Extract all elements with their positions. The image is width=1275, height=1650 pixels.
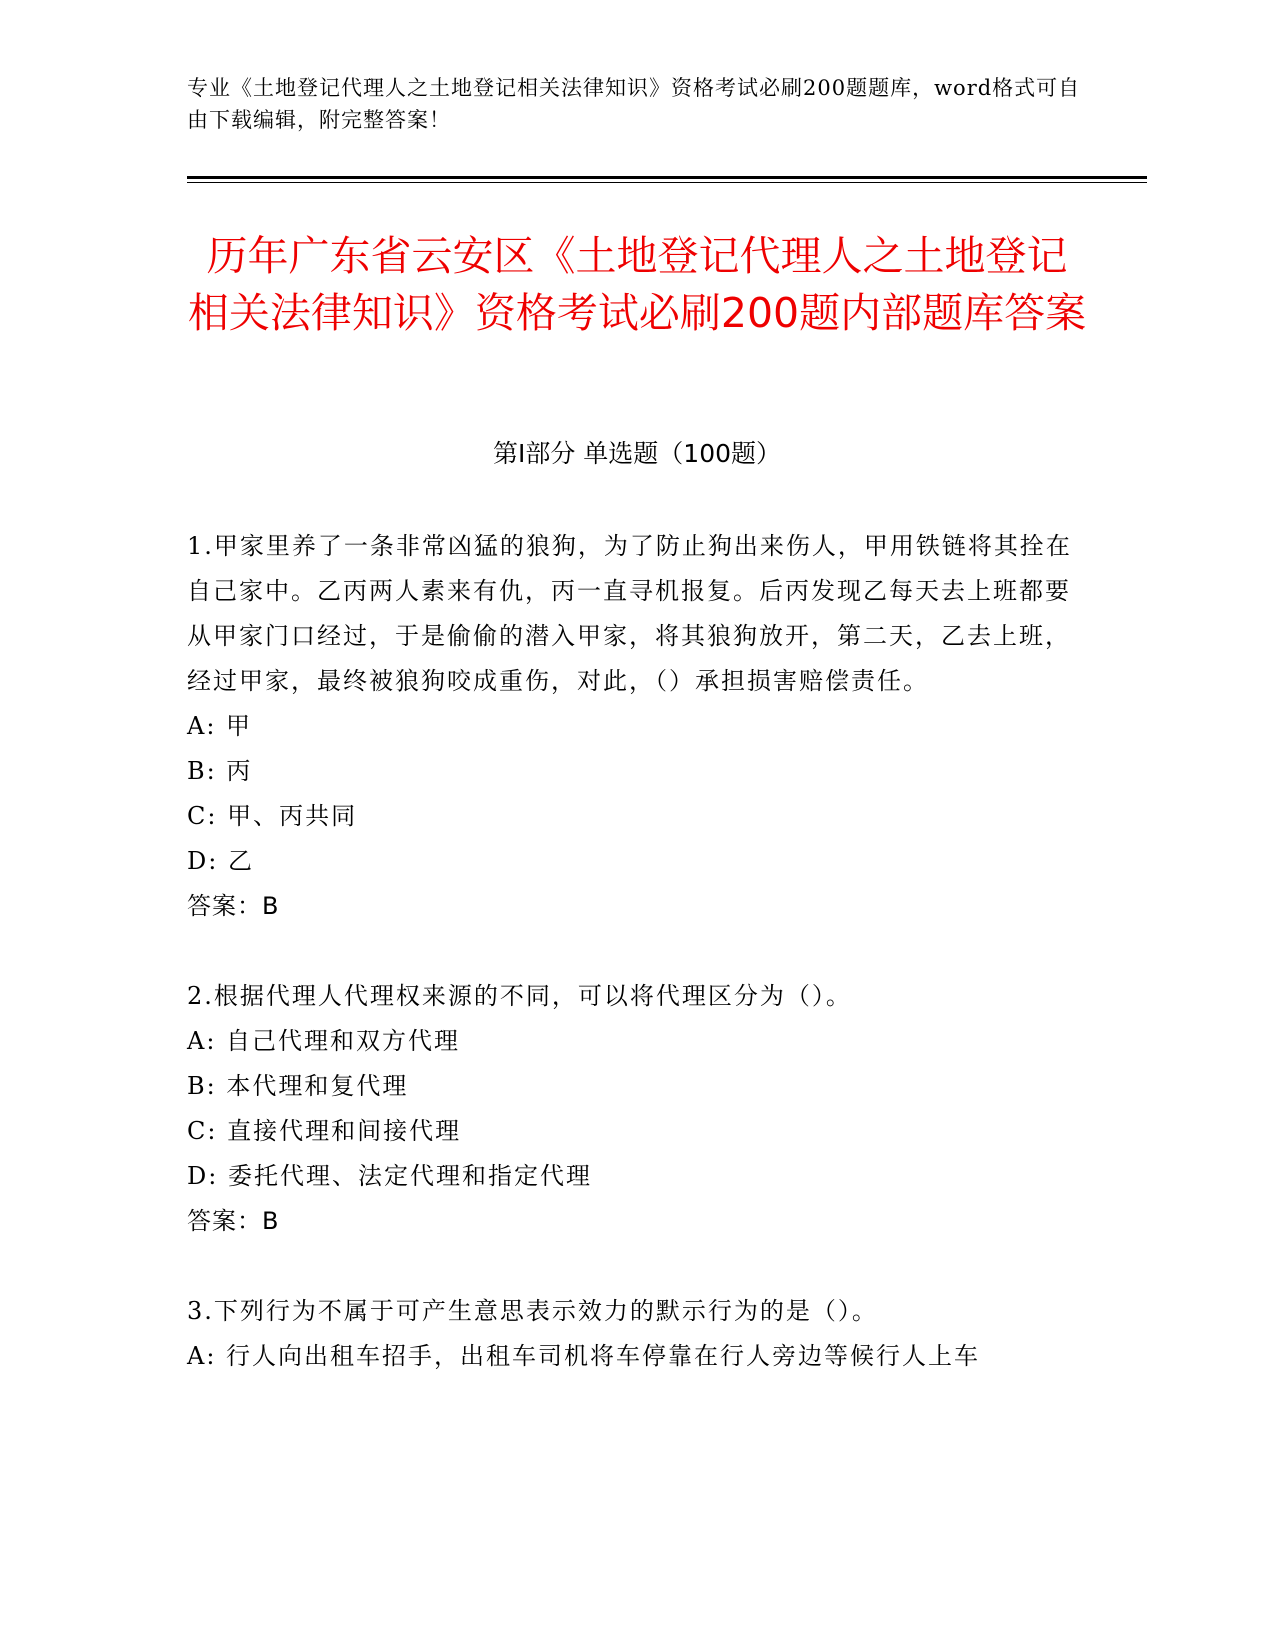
question-2 [187, 974, 1087, 1244]
question-3 [187, 1289, 1087, 1379]
answer: 答案：B [187, 892, 280, 920]
header-rule-thick [187, 176, 1147, 179]
option-a: A: 甲 [187, 712, 253, 740]
option-a: A: 行人向出租车招手，出租车司机将车停靠在行人旁边等候行人上车 [187, 1342, 981, 1370]
option-a: A: 自己代理和双方代理 [187, 1027, 461, 1055]
section-title: 第Ⅰ部分 单选题（100题） [492, 439, 782, 468]
question-list [187, 524, 1087, 1424]
header-note: 专业《土地登记代理人之土地登记相关法律知识》资格考试必刷200题题库，word格式可自由下载编辑，附完整答案！ [187, 76, 1081, 132]
option-d: D: 委托代理、法定代理和指定代理 [187, 1162, 592, 1190]
question-stem: 2.根据代理人代理权来源的不同，可以将代理区分为（）。 [187, 982, 852, 1010]
option-b: B: 丙 [187, 757, 253, 785]
document-title: 历年广东省云安区《土地登记代理人之土地登记相关法律知识》资格考试必刷200题内部题库答案 [187, 232, 1087, 337]
option-b: B: 本代理和复代理 [187, 1072, 409, 1100]
option-c: C: 甲、丙共同 [187, 802, 358, 830]
header-rule-thin [187, 182, 1147, 183]
option-d: D: 乙 [187, 847, 254, 875]
answer: 答案：B [187, 1207, 280, 1235]
question-1 [187, 524, 1087, 929]
question-stem: 3.下列行为不属于可产生意思表示效力的默示行为的是（）。 [187, 1297, 878, 1325]
option-c: C: 直接代理和间接代理 [187, 1117, 462, 1145]
question-stem: 1.甲家里养了一条非常凶猛的狼狗，为了防止狗出来伤人，甲用铁链将其拴在自己家中。乙丙两人素来有仇，丙一直寻机报复。后丙发现乙每天去上班都要从甲家门口经过，于是偷偷的潜入甲家，将其狼狗放开，第二天，乙去上班，经过甲家，最终被狼狗咬成重伤，对此，（）承担损害赔偿责任。 [187, 532, 1072, 695]
